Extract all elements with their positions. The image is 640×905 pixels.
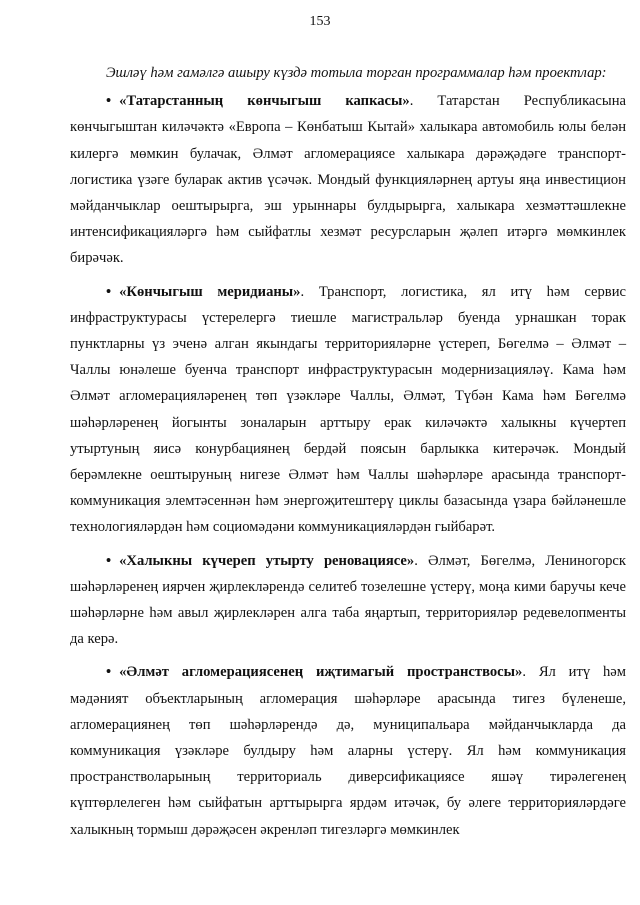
item-text: . Әлмәт, Бөгелмә, Лениногорск шәһәрләренең иярчен җирлекләрендә селитеб тозелешне үстерү, моңа кими баручы кече шәһәрләрне һәм авыл җирлекләрен алга таба яңартып, территорияләр редевелопменты да керә. bbox=[70, 552, 626, 648]
item-text: . Татарстан Республикасына көнчыгыштан киләчәктә «Европа – Көнбатыш Кытай» халыкара автомобиль юлы белән килергә мөмкин булачак, Әлмәт агломерациясе халыкара дәрәҗәдәге транспорт-логистика үзәге буларак актив үсәчәк. Мондый функцияләрнең артуы яңа инвестицион мәйданчыклар оештырырга, эш урыннары булдырырга, халыкара хезмәттәшлекне интенсификацияләргә һәм сыйфатлы хезмәт ресурсларын җәлеп итәргә мөмкинлек бирәчәк. bbox=[70, 93, 626, 267]
body-text bbox=[70, 60, 626, 850]
list-item bbox=[70, 88, 626, 271]
bullet-icon: • bbox=[106, 283, 112, 300]
list-item bbox=[70, 659, 626, 842]
bullet-icon: • bbox=[106, 93, 112, 110]
page-number: 153 bbox=[309, 14, 331, 29]
item-title: «Көнчыгыш меридианы» bbox=[119, 283, 301, 300]
bullet-icon: • bbox=[106, 552, 112, 569]
intro-paragraph: Эшләү һәм гамәлгә ашыру күздә тотыла торган программалар һәм проектлар: bbox=[106, 65, 607, 81]
item-title: «Татарстанның көнчыгыш капкасы» bbox=[119, 93, 410, 110]
item-text: . Транспорт, логистика, ял итү һәм сервис инфраструктурасы үстерелергә тиешле магистральләр буенда урнашкан торак пунктларны үз эченә алган якындагы территорияләрне үстереп, Бөгелмә – Әлмәт – Чаллы юнәлеше буенча транспорт инфраструктурасын модернизацияләү. Кама һәм Әлмәт агломерацияләренең төп үзәкләре Чаллы, Әлмәт, Түбән Кама һәм Бөгелмә шәһәрләренең йогынты зоналарын арттыру ерак киләчәктә халыкны күчертеп утыртуның яисә конурбациянең бердәй поясын барлыкка китерәчәк. Мондый берәмлекне оештыруның нигезе Әлмәт һәм Чаллы шәһәрләре арасында транспорт-коммуникация элемтәсеннән һәм энергоҗитештерү циклы базасында үзара бәйләнешле технологияләрдән һәм социомәдәни коммуникацияләрдән гыйбарәт. bbox=[70, 283, 626, 536]
list-item bbox=[70, 548, 626, 653]
item-title: «Халыкны күчереп утырту реновациясе» bbox=[119, 552, 415, 569]
item-title: «Әлмәт агломерациясенең иҗтимагый пространствосы» bbox=[119, 664, 523, 681]
list-item bbox=[70, 279, 626, 541]
bullet-icon: • bbox=[106, 664, 112, 681]
item-text: . Ял итү һәм мәдәният объектларының агломерация шәһәрләре арасында тигез бүленеше, агломерациянең төп шәһәрләрендә дә, муниципальара мәйданчыкларда да коммуникация үзәкләре булдыру һәм аларны үстерү. Ял һәм коммуникация пространстволарының территориаль диверсификациясе яшәү тирәлегенең күптөрлелеген һәм сыйфатын арттырырга ярдәм итәчәк, бу әлеге территорияләрдәге халыкның тормыш дәрәҗәсен әкренләп тигезләргә мөмкинлек bbox=[70, 664, 626, 838]
